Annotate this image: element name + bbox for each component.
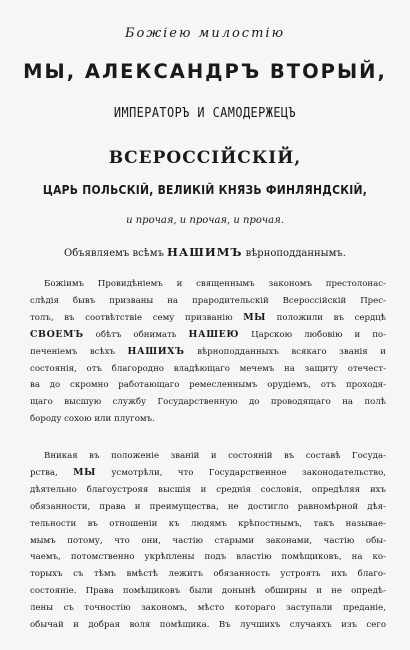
paragraph-2-line: дѣятельно благоустрояя высшія и среднія сословія, опредѣляя ихъ [30,484,386,495]
announcement-pre: Объявляемъ всѣмъ [64,248,168,259]
paragraph-2-line: мымъ потому, что они, частію старыми законами, частію обы- [30,535,386,546]
paragraph-1-line [30,327,386,344]
text-run: толъ, въ соотвѣтствіе сему призванію [30,312,244,323]
header-announcement [0,245,410,259]
bold-run: МЫ [243,311,267,323]
paragraph-1-line [30,310,386,327]
bold-run: СВОЕМЪ [30,328,84,340]
paragraph-2-line [30,465,386,482]
text-run: печеніемъ всѣхъ [30,346,128,357]
bold-run: НАШИХЪ [127,345,185,357]
header-title-emperor: ИМПЕРАТОРЪ И САМОДЕРЖЕЦЪ [113,105,297,121]
text-run: рства, [30,467,74,478]
paragraph-2 [30,448,386,634]
text-run: положили въ сердцѣ [266,312,386,323]
paragraph-1-line: щаго высшую службу Государственную до проводящаго на полѣ [30,397,386,408]
paragraph-1-line: бороду сохою или плугомъ. [30,414,155,425]
announcement-bold: НАШИМЪ [167,245,243,259]
header-emperor-name: МЫ, АЛЕКСАНДРЪ ВТОРЫЙ, [23,60,387,83]
paragraph-2-line: тельности въ отношеніи къ людямъ крѣпостнымъ, такъ называе- [30,518,386,529]
paragraph-2-line: Вникая въ положеніе званій и состояній въ составѣ Госуда- [44,451,386,461]
paragraph-1-line: Божіимъ Провидѣніемъ и священнымъ закономъ престолонас- [44,279,386,289]
bold-run: МЫ [73,466,96,478]
header-etcetera: и прочая, и прочая, и прочая. [126,215,284,226]
paragraph-2-line: лены съ точностію закономъ, мѣсто котораго заступали преданіе, [30,603,386,614]
paragraph-2-line: чаемъ, потомственно укрѣплены подъ властію помѣщиковъ, на ко- [30,552,386,563]
announcement-post: вѣрноподданнымъ. [242,248,346,259]
paragraph-1 [30,276,386,428]
text-run: усмотрѣли, что Государственное законодательство, [95,467,386,478]
text-run: вѣрноподданныхъ всякаго званія и [184,346,386,357]
paragraph-1-line: слѣдія бывъ призваны на прародительскій Всероссійскій Прес- [30,295,386,306]
paragraph-1-line: состоянія, отъ благородно владѣющаго мечемъ на защиту отечест- [30,363,386,374]
paragraph-2-line: обязанности, права и преимущества, не достигло равномѣрной дѣя- [30,501,386,512]
paragraph-2-line: торыхъ съ тѣмъ вмѣстѣ лежитъ обязанность устроять ихъ благо- [30,569,386,580]
text-run: Царскою любовію и по- [239,329,386,340]
text-run: обѣтъ обнимать [83,329,189,340]
bold-run: НАШЕЮ [188,328,240,340]
paragraph-2-line: состояніе. Права помѣщиковъ были донынѣ обширны и не опредѣ- [30,586,386,597]
paragraph-2-line: обычай и добрая воля помѣщика. Въ лучшихъ случаяхъ изъ сего [30,620,386,631]
paragraph-1-line [30,344,386,361]
header-grace-line: Божіею милостію [124,26,286,41]
header-all-russian: ВСЕРОССІЙСКІЙ, [108,148,302,168]
header-tsar-titles: ЦАРЬ ПОЛЬСКІЙ, ВЕЛИКІЙ КНЯЗЬ ФИНЛЯНДСКІЙ, [42,182,368,197]
paragraph-1-line: ва до скромно работающаго ремесленнымъ орудіемъ, отъ проходя- [30,380,386,391]
